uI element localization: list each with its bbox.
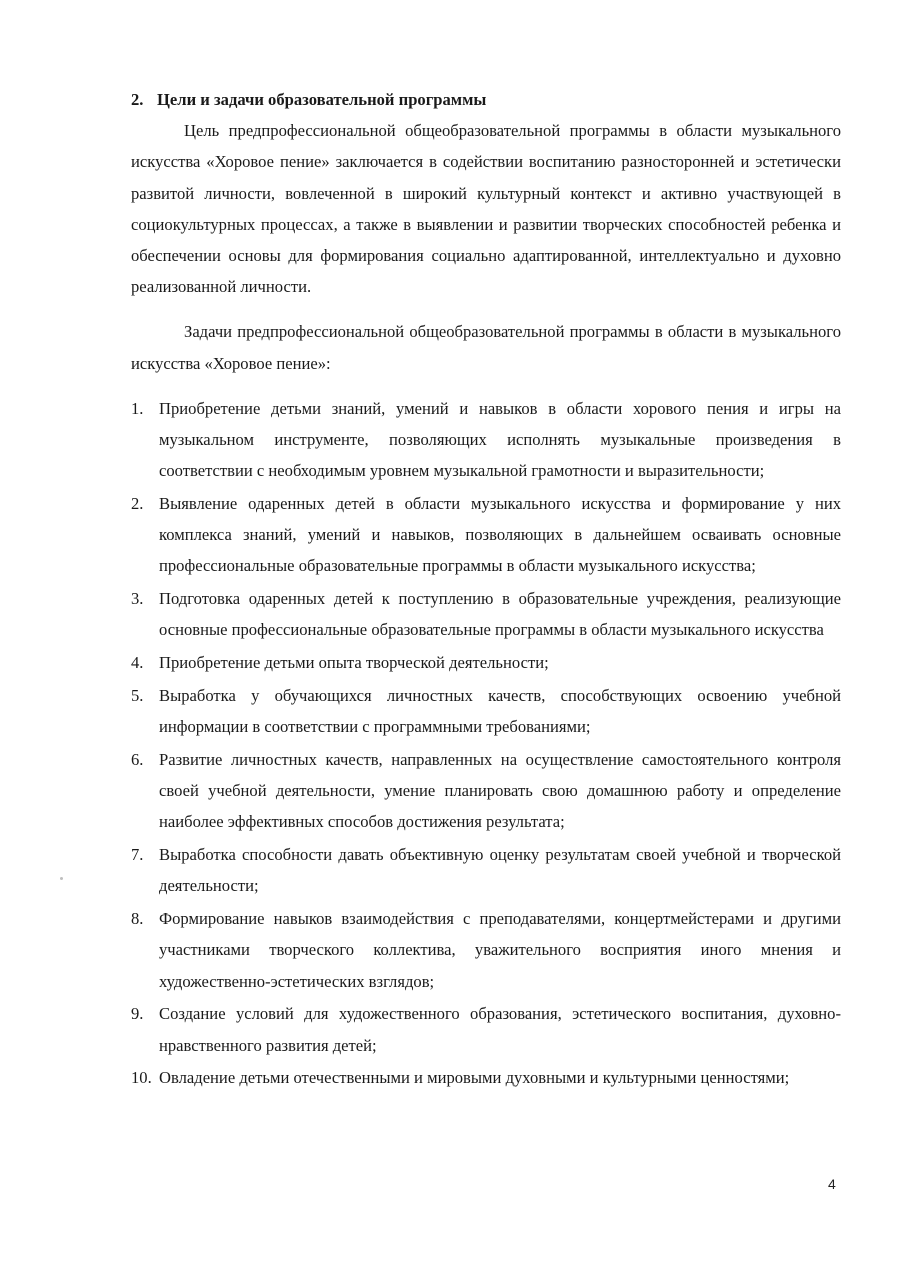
list-item-text: Выработка способности давать объективную оценку результатам своей учебной и творческой деятельности; bbox=[159, 845, 841, 896]
list-item-number: 6. bbox=[131, 750, 144, 770]
list-item-number: 2. bbox=[131, 494, 144, 514]
tasks-intro: Задачи предпрофессиональной общеобразовательной программы в области в музыкального искусства «Хоровое пение»: bbox=[131, 322, 841, 373]
list-item bbox=[131, 680, 841, 742]
list-item-text: Приобретение детьми опыта творческой деятельности; bbox=[159, 653, 549, 673]
list-item-text: Приобретение детьми знаний, умений и навыков в области хорового пения и игры на музыкальном инструменте, позволяющих исполнять музыкальные произведения в соответствии с необходимым уровнем музыкальной грамотности и выразительности; bbox=[159, 398, 841, 481]
list-item-text: Формирование навыков взаимодействия с преподавателями, концертмейстерами и другими участниками творческого коллектива, уважительного восприятия иного мнения и художественно-эстетических взглядов; bbox=[159, 909, 841, 991]
tasks-list bbox=[131, 393, 841, 1094]
list-item-text: Овладение детьми отечественными и мировыми духовными и культурными ценностями; bbox=[159, 1068, 790, 1088]
list-item-number: 9. bbox=[131, 1004, 144, 1024]
list-item-number: 1. bbox=[131, 398, 144, 418]
list-item-number: 10. bbox=[131, 1068, 152, 1088]
list-item-text: Выработка у обучающихся личностных качеств, способствующих освоению учебной информации в соответствии с программными требованиями; bbox=[159, 686, 841, 737]
list-item-text: Развитие личностных качеств, направленных на осуществление самостоятельного контроля своей учебной деятельности, умение планировать свою домашнюю работу и определение наиболее эффективных способов достижения результата; bbox=[159, 750, 841, 832]
list-item bbox=[131, 998, 841, 1060]
list-item-number: 4. bbox=[131, 653, 144, 673]
section-title: Цели и задачи образовательной программы bbox=[157, 90, 487, 109]
list-item bbox=[131, 839, 841, 901]
list-item bbox=[131, 903, 841, 997]
list-item-text: Выявление одаренных детей в области музыкального искусства и формирование у них комплекса знаний, умений и навыков, позволяющих в дальнейшем осваивать основные профессиональные образовательные программы в области музыкального искусства; bbox=[159, 494, 841, 576]
list-item bbox=[131, 1062, 841, 1093]
page-content bbox=[131, 84, 841, 1095]
list-item-text: Подготовка одаренных детей к поступлению в образовательные учреждения, реализующие основные профессиональные образовательные программы в области музыкального искусства bbox=[159, 589, 841, 640]
list-item-number: 7. bbox=[131, 845, 144, 865]
list-item bbox=[131, 393, 841, 487]
list-item bbox=[131, 744, 841, 838]
page-number: 4 bbox=[828, 1176, 836, 1192]
list-item bbox=[131, 647, 841, 678]
list-item-number: 3. bbox=[131, 589, 144, 609]
list-item bbox=[131, 583, 841, 645]
list-item-number: 8. bbox=[131, 909, 144, 929]
list-item bbox=[131, 488, 841, 582]
section-number: 2. bbox=[131, 90, 144, 109]
scan-speck bbox=[60, 877, 63, 880]
section-heading bbox=[131, 84, 841, 115]
goal-paragraph: Цель предпрофессиональной общеобразовательной программы в области музыкального искусства «Хоровое пение» заключается в содействии воспитанию разносторонней и эстетически развитой личности, вовлеченной в широкий культурный контекст и активно участвующей в социокультурных процессах, а также в выявлении и развитии творческих способностей ребенка и обеспечении основы для формирования социально адаптированной, интеллектуально и духовно реализованной личности. bbox=[131, 121, 841, 297]
list-item-number: 5. bbox=[131, 686, 144, 706]
list-item-text: Создание условий для художественного образования, эстетического воспитания, духовно-нравственного развития детей; bbox=[159, 1004, 841, 1055]
